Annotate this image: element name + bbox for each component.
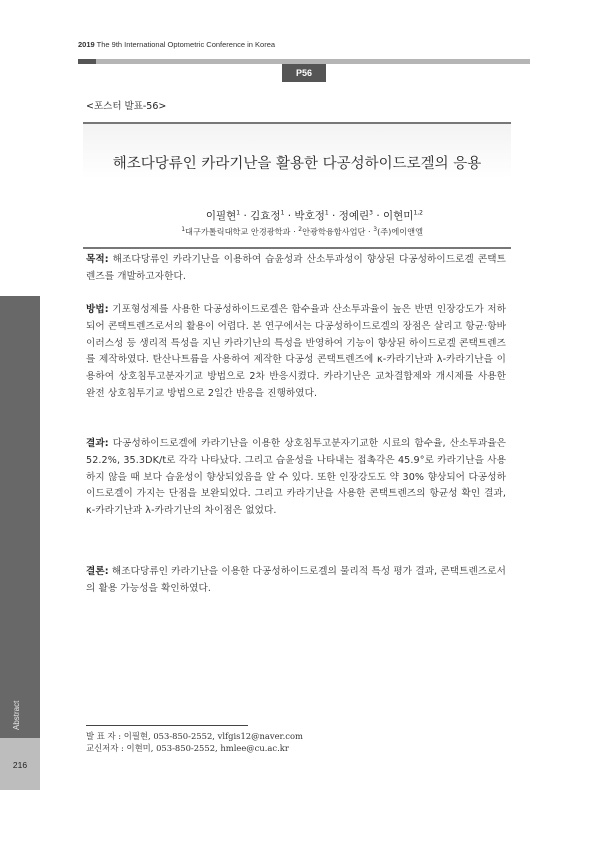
conclusion-label: 결론: [86, 566, 109, 577]
affiliation: 대구가톨릭대학교 안경광학과 [185, 226, 291, 237]
affiliation: (주)에이앤엘 [377, 226, 423, 237]
result-label: 결과: [86, 438, 109, 449]
conference-year: 2019 [78, 40, 95, 49]
result-section [86, 436, 506, 520]
author-list [206, 208, 423, 223]
footnote-divider [86, 725, 248, 726]
corresponding-author-contact: 교신저자 : 이현미, 053-850-2552, hmlee@cu.ac.kr [86, 743, 289, 753]
author-name: 김효정 [250, 210, 281, 222]
author-affiliation-mark: 1,2 [413, 209, 423, 217]
author-affiliation-mark: 1 [280, 209, 285, 217]
conference-header [78, 40, 275, 49]
affiliation-mark: 2 [298, 226, 303, 233]
author-separator: · [376, 210, 380, 222]
page-number: 216 [12, 760, 28, 770]
method-section [86, 302, 506, 403]
sidebar-tab [0, 296, 40, 738]
affiliation-mark: 1 [181, 226, 186, 233]
purpose-text: 해조다당류인 카라기난을 이용하여 습윤성과 산소투과성이 향상된 다공성하이드로겔 콘택트렌즈를 개발하고자한다. [86, 254, 506, 282]
author-affiliation-mark: 1 [324, 209, 329, 217]
method-label: 방법: [86, 304, 109, 315]
purpose-label: 목적: [86, 254, 109, 265]
author-separator: · [243, 210, 247, 222]
author-name: 이필현 [205, 210, 237, 222]
author-name: 정예린 [338, 210, 370, 222]
purpose-section [86, 252, 506, 286]
author-separator: · [332, 210, 336, 222]
author-affiliation-mark: 3 [369, 209, 373, 217]
result-text: 다공성하이드로겔에 카라기난을 이용한 상호침투고분자기교한 시료의 함수율, 산소투과율은 52.2%, 35.3DK/t로 각각 나타났다. 그리고 습윤성을 나타내는 접촉각은 45.9°로 카라기난을 사용하지 않을 때 보다 습윤성이 향상되었음을 알 수 있다. 또한 인장강도도 약 30% 향상되어 다공성하이드로겔이 가지는 단점을 보완되었다. 그리고 카라기난을 사용한 콘택트렌즈의 항균성 확인 결과, κ-카라기난과 λ-카라기난의 차이점은 없었다. [86, 438, 506, 517]
poster-code-badge: P56 [282, 64, 326, 82]
author-affiliation-mark: 1 [236, 209, 241, 217]
author-name: 이현미 [383, 210, 414, 222]
affiliation-mark: 3 [373, 226, 378, 233]
affiliation-separator: · [293, 226, 296, 237]
paper-title: 해조다당류인 카라기난을 활용한 다공성하이드로겔의 응용 [112, 156, 482, 172]
author-name: 박호정 [294, 210, 325, 222]
method-text: 기포형성제를 사용한 다공성하이드로겔은 함수율과 산소투과율이 높은 반면 인장강도가 저하되어 콘택트렌즈로서의 활용이 어렵다. 본 연구에서는 다공성하이드로겔의 장점은 살리고 항균·항바이러스성 등 생리적 특성을 지닌 카라기난의 특성을 반영하여 기능이 향상된 하이드로겔 콘택트렌즈를 제작하였다. 탄산나트륨을 사용하여 제작한 다공성 콘택트렌즈에 κ-카라기난과 λ-카라기난을 이용하여 상호침투고분자기교 방법으로 2차 반응시켰다. 카라기난은 교차결합제와 개시제를 사용한 완전 상호침투기교 방법으로 2일간 반응을 진행하였다. [86, 304, 506, 399]
title-box [83, 122, 511, 249]
poster-label: <포스터 발표-56> [86, 101, 167, 112]
affiliation-separator: · [368, 226, 371, 237]
affiliation-list [181, 226, 423, 238]
conference-name: The 9th International Optometric Conference in Korea [96, 40, 276, 49]
conclusion-section [86, 564, 506, 598]
conclusion-text: 해조다당류인 카라기난을 이용한 다공성하이드로겔의 물리적 특성 평가 결과, 콘택트렌즈로서의 활용 가능성을 확인하였다. [86, 566, 506, 594]
presenter-contact: 발 표 자 : 이필현, 053-850-2552, vlfgis12@naver.com [86, 731, 303, 741]
header-bar-accent [78, 59, 96, 64]
affiliation: 안광학융합사업단 [302, 226, 366, 237]
author-separator: · [287, 210, 292, 222]
sidebar-section-label: Abstract [12, 700, 21, 730]
